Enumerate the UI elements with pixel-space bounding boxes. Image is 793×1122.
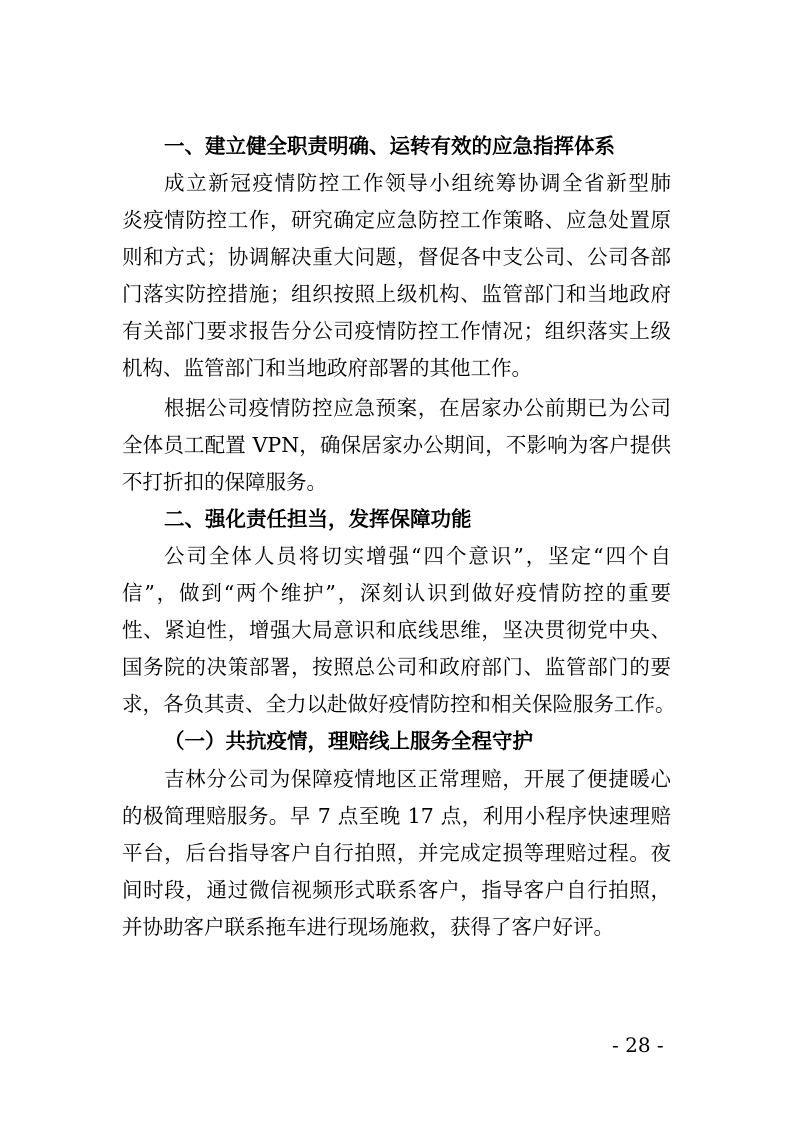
paragraph-line: 有关部门要求报告分公司疫情防控工作情况；组织落实上级 [122,319,671,343]
subsection-heading-1: （一）共抗疫情，理赔线上服务全程守护 [164,729,533,753]
paragraph-line: 的极简理赔服务。早 7 点至晚 17 点，利用小程序快速理赔 [122,804,671,828]
paragraph-line: 平台，后台指导客户自行拍照，并完成定损等理赔过程。夜 [122,841,671,865]
section-heading-1: 一、建立健全职责明确、运转有效的应急指挥体系 [164,134,615,158]
paragraph-line: 性、紧迫性，增强大局意识和底线思维，坚决贯彻党中央、 [122,618,671,642]
paragraph-line: 间时段，通过微信视频形式联系客户，指导客户自行拍照， [122,878,671,902]
paragraph-line: 信”，做到“两个维护”，深刻认识到做好疫情防控的重要 [122,581,671,605]
paragraph-line: 全体员工配置 VPN，确保居家办公期间，不影响为客户提供 [122,433,671,457]
paragraph-line: 则和方式；协调解决重大问题，督促各中支公司、公司各部 [122,245,671,269]
paragraph-line: 吉林分公司为保障疫情地区正常理赔，开展了便捷暖心 [164,767,671,791]
section-heading-2: 二、强化责任担当，发挥保障功能 [164,507,472,531]
paragraph-line: 国务院的决策部署，按照总公司和政府部门、监管部门的要 [122,655,671,679]
paragraph-line: 不打折扣的保障服务。 [122,470,327,494]
paragraph-line: 成立新冠疫情防控工作领导小组统筹协调全省新型肺 [164,171,671,195]
paragraph-line: 求，各负其责、全力以赴做好疫情防控和相关保险服务工作。 [122,692,676,716]
paragraph-line: 并协助客户联系拖车进行现场施救，获得了客户好评。 [122,915,614,939]
paragraph-line: 根据公司疫情防控应急预案，在居家办公前期已为公司 [164,396,671,420]
paragraph-line: 门落实防控措施；组织按照上级机构、监管部门和当地政府 [122,282,671,306]
paragraph-line: 机构、监管部门和当地政府部署的其他工作。 [122,356,532,380]
page-number: - 28 - [612,1033,664,1057]
paragraph-line: 公司全体人员将切实增强“四个意识”，坚定“四个自 [164,544,671,568]
paragraph-line: 炎疫情防控工作，研究确定应急防控工作策略、应急处置原 [122,208,671,232]
